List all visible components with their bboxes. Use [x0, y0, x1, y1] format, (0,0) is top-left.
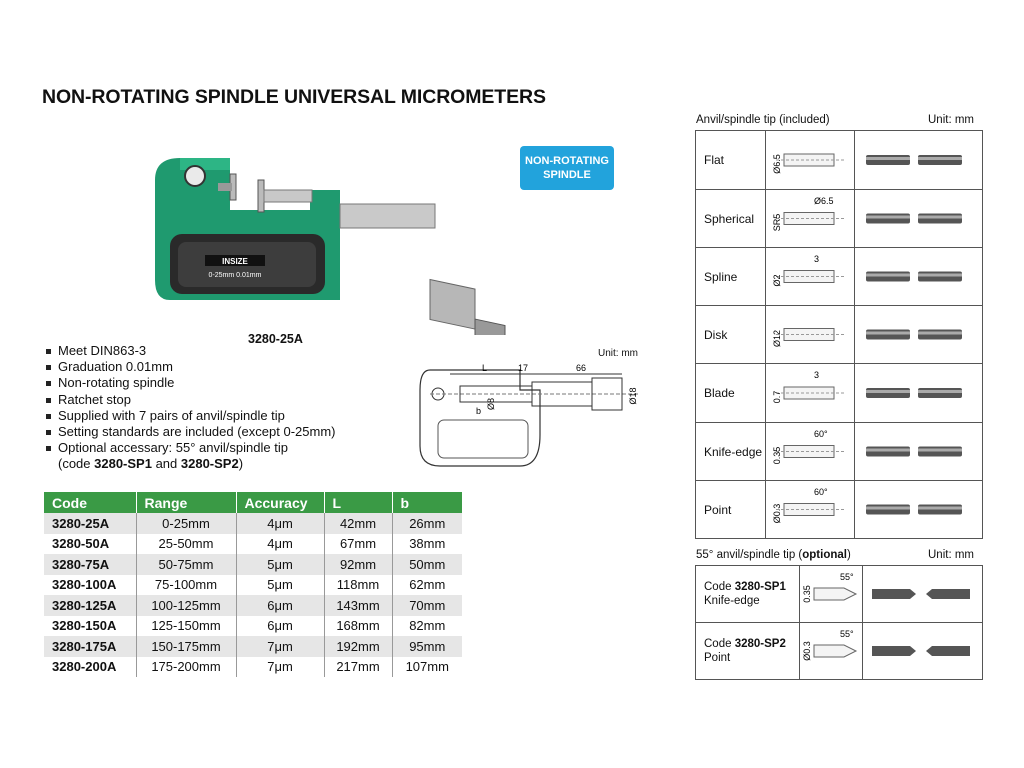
dimension-unit: Unit: mm — [598, 348, 638, 359]
bullet-icon — [46, 430, 51, 435]
model-label: 3280-25A — [248, 332, 303, 346]
tip-drawing — [766, 131, 855, 189]
tip-dim: 0.35 — [772, 446, 782, 465]
optional-tip-drawing — [800, 566, 863, 622]
optional-tip-photo — [862, 623, 982, 679]
tip-name: Flat — [696, 131, 766, 189]
tip-row — [696, 364, 982, 423]
table-row: 3280-75A 50-75mm 5μm 92mm 50mm — [44, 554, 462, 575]
included-tips-table — [695, 130, 983, 539]
tip-dim: Ø6.5 — [814, 196, 834, 206]
tip-row — [696, 131, 982, 190]
tip-dim: Ø12 — [772, 329, 782, 348]
spec-table — [44, 492, 462, 677]
bullet-icon — [46, 349, 51, 354]
dimension-drawing — [410, 360, 650, 472]
badge-line2: SPINDLE — [543, 169, 591, 181]
feature-item: Non-rotating spindle — [44, 375, 335, 391]
tip-name: Disk — [696, 306, 766, 363]
tip-dim: 60° — [814, 487, 828, 497]
tip-drawing-icon — [766, 423, 854, 480]
column-header: Range — [136, 492, 236, 513]
page-title: NON-ROTATING SPINDLE UNIVERSAL MICROMETERS — [42, 86, 546, 108]
optional-tips-table — [695, 565, 983, 680]
included-tips-unit: Unit: mm — [928, 114, 974, 126]
tip-drawing — [766, 248, 855, 305]
dim-b: b — [476, 406, 482, 416]
tip-drawing — [766, 306, 855, 363]
optional-tip-drawing — [800, 623, 863, 679]
column-header: L — [324, 492, 392, 513]
tip-row — [696, 306, 982, 364]
table-row: 3280-200A 175-200mm 7μm 217mm 107mm — [44, 657, 462, 678]
non-rotating-spindle-badge — [520, 146, 614, 190]
dim-L: L — [482, 363, 488, 373]
feature-item: Graduation 0.01mm — [44, 359, 335, 375]
tip-drawing-icon — [766, 306, 854, 363]
optional-tips-unit: Unit: mm — [928, 549, 974, 561]
tip-photo-icon — [854, 190, 980, 247]
feature-item-continuation: (code 3280-SP1 and 3280-SP2) — [58, 456, 244, 472]
tip-name: Spline — [696, 248, 766, 305]
tip-photo — [854, 131, 982, 189]
optional-tip-dim: Ø0.3 — [802, 641, 812, 661]
table-row: 3280-50A 25-50mm 4μm 67mm 38mm — [44, 534, 462, 555]
feature-item: Ratchet stop — [44, 392, 335, 408]
bullet-icon — [46, 381, 51, 386]
column-header: Code — [44, 492, 136, 513]
optional-tip-name: Code 3280-SP2 Point — [696, 623, 800, 679]
table-header-row — [44, 492, 462, 513]
dim-d18: Ø18 — [628, 387, 638, 405]
micrometer-illustration — [150, 150, 510, 335]
optional-tips-heading: 55° anvil/spindle tip (optional) — [696, 549, 851, 561]
tip-drawing-icon — [766, 248, 854, 305]
optional-tip-photo — [862, 566, 982, 622]
tip-drawing-icon — [766, 364, 854, 422]
tip-photo-icon — [854, 131, 980, 189]
tip-row — [696, 190, 982, 248]
dim-66: 66 — [576, 363, 587, 373]
optional-tip-name: Code 3280-SP1 Knife-edge — [696, 566, 800, 622]
tip-photo-icon — [854, 481, 980, 538]
optional-tip-row — [696, 566, 982, 623]
tip-dim: Ø2 — [772, 274, 782, 287]
feature-item: Supplied with 7 pairs of anvil/spindle tip — [44, 408, 335, 424]
optional-tip-photo-icon — [862, 623, 980, 679]
table-row: 3280-175A 150-175mm 7μm 192mm 95mm — [44, 636, 462, 657]
tip-dim: 60° — [814, 429, 828, 439]
brand-logo: INSIZE — [222, 257, 248, 266]
tip-drawing — [766, 190, 855, 247]
tip-row — [696, 248, 982, 306]
feature-item: Setting standards are included (except 0-25mm) — [44, 424, 335, 440]
tip-name: Spherical — [696, 190, 766, 247]
tip-photo-icon — [854, 423, 980, 480]
tip-dim: Ø0.3 — [772, 503, 782, 524]
tip-drawing-icon — [766, 481, 854, 538]
tip-photo-icon — [854, 364, 980, 422]
tip-name: Knife-edge — [696, 423, 766, 480]
feature-list — [44, 343, 335, 473]
tip-row — [696, 481, 982, 539]
tip-dim: 3 — [814, 254, 820, 264]
optional-tip-dim: 55° — [840, 629, 854, 639]
tip-photo-icon — [854, 248, 980, 305]
column-header: Accuracy — [236, 492, 324, 513]
tip-photo — [854, 190, 982, 247]
tip-drawing-icon — [766, 190, 854, 247]
optional-tip-dim: 55° — [840, 572, 854, 582]
included-tips-heading: Anvil/spindle tip (included) — [696, 114, 830, 126]
tip-dim: 3 — [814, 370, 820, 380]
tip-photo-icon — [854, 306, 980, 363]
table-row: 3280-150A 125-150mm 6μm 168mm 82mm — [44, 616, 462, 637]
feature-item: Meet DIN863-3 — [44, 343, 335, 359]
tip-photo — [854, 306, 982, 363]
tip-drawing — [766, 481, 855, 538]
table-row: 3280-100A 75-100mm 5μm 118mm 62mm — [44, 575, 462, 596]
table-row: 3280-25A 0-25mm 4μm 42mm 26mm — [44, 513, 462, 534]
tip-drawing-icon — [766, 131, 854, 189]
optional-tip-drawing-icon — [800, 566, 862, 622]
tip-photo — [854, 248, 982, 305]
optional-tip-drawing-icon — [800, 623, 862, 679]
tip-name: Blade — [696, 364, 766, 422]
badge-line1: NON-ROTATING — [525, 155, 609, 167]
tip-photo — [854, 423, 982, 480]
tip-name: Point — [696, 481, 766, 538]
bullet-icon — [46, 365, 51, 370]
column-header: b — [392, 492, 462, 513]
tip-dim: Ø6.5 — [772, 154, 782, 174]
tip-dim: 0.7 — [772, 390, 782, 404]
feature-item: Optional accessary: 55° anvil/spindle tip — [44, 440, 335, 456]
dim-d8: Ø8 — [486, 397, 496, 410]
tip-dim: SR5 — [772, 213, 782, 232]
bullet-icon — [46, 446, 51, 451]
bullet-icon — [46, 398, 51, 403]
table-row: 3280-125A 100-125mm 6μm 143mm 70mm — [44, 595, 462, 616]
optional-tip-photo-icon — [862, 566, 980, 622]
tip-drawing — [766, 423, 855, 480]
optional-tip-row — [696, 623, 982, 680]
tip-row — [696, 423, 982, 481]
optional-tip-dim: 0.35 — [802, 585, 812, 603]
micrometer-scale-text: 0-25mm 0.01mm — [208, 272, 262, 279]
tip-photo — [854, 481, 982, 538]
tip-photo — [854, 364, 982, 422]
dim-17: 17 — [518, 363, 529, 373]
bullet-icon — [46, 414, 51, 419]
tip-drawing — [766, 364, 855, 422]
